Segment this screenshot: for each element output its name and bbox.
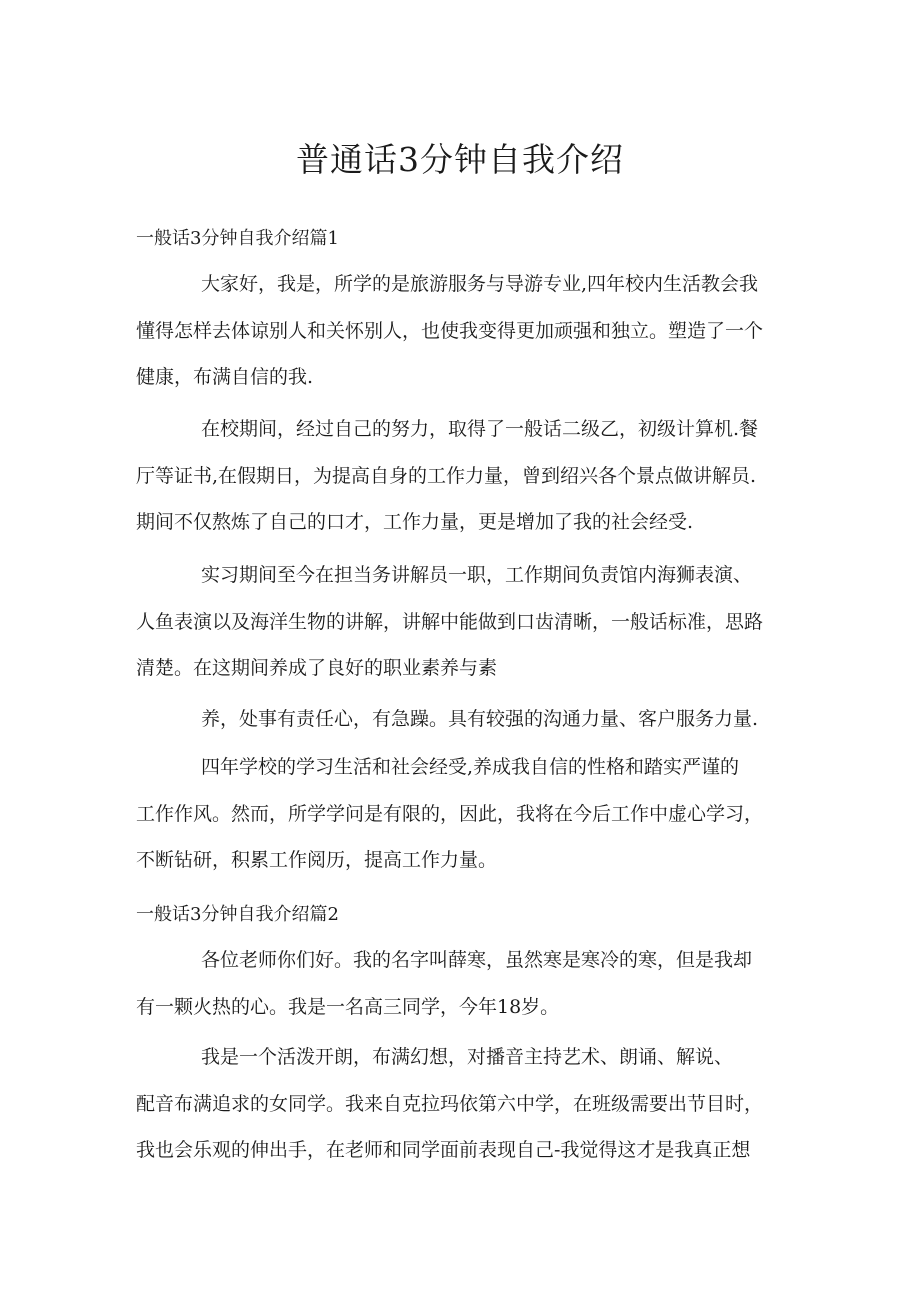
paragraph-line: 懂得怎样去体谅别人和关怀别人，也使我变得更加顽强和独立。塑造了一个 bbox=[136, 319, 764, 342]
section-heading-1: 一般话3分钟自我介绍篇1 bbox=[136, 228, 339, 249]
paragraph-line: 大家好，我是，所学的是旅游服务与导游专业,四年校内生活教会我 bbox=[201, 273, 759, 295]
paragraph-line: 健康，布满自信的我. bbox=[136, 366, 314, 388]
paragraph-line: 养，处事有责任心，有急躁。具有较强的沟通力量、客户服务力量. bbox=[201, 708, 759, 730]
paragraph-2-1 bbox=[136, 937, 806, 1030]
paragraph-2-2 bbox=[136, 1034, 806, 1174]
paragraph-line: 有一颗火热的心。我是一名高三同学，今年18岁。 bbox=[136, 995, 560, 1018]
paragraph-line: 厅等证书,在假期日，为提高自身的工作力量，曾到绍兴各个景点做讲解员. bbox=[136, 464, 757, 487]
paragraph-line: 期间不仅熬炼了自己的口才，工作力量，更是增加了我的社会经受. bbox=[136, 511, 694, 533]
paragraph-line: 不断钻研，积累工作阅历，提高工作力量。 bbox=[136, 849, 498, 871]
paragraph-1-4 bbox=[136, 696, 806, 743]
section-heading-2: 一般话3分钟自我介绍篇2 bbox=[136, 904, 339, 925]
paragraph-line: 实习期间至今在担当务讲解员一职，工作期间负责馆内海狮表演、 bbox=[201, 564, 753, 586]
paragraph-line: 在校期间，经过自己的努力，取得了一般话二级乙，初级计算机.餐 bbox=[201, 418, 759, 440]
paragraph-line: 工作作风。然而，所学学问是有限的，因此，我将在今后工作中虚心学习， bbox=[136, 802, 764, 825]
paragraph-line: 人鱼表演以及海洋生物的讲解，讲解中能做到口齿清晰，一般话标准，思路 bbox=[136, 610, 764, 633]
paragraph-line: 清楚。在这期间养成了良好的职业素养与素 bbox=[136, 657, 498, 679]
paragraph-1-3 bbox=[136, 552, 806, 692]
paragraph-line: 我也会乐观的伸出手，在老师和同学面前表现自己-我觉得这才是我真正想 bbox=[136, 1139, 751, 1161]
paragraph-1-5 bbox=[136, 744, 806, 884]
page-title: 普通话3分钟自我介绍 bbox=[296, 140, 624, 179]
paragraph-line: 我是一个活泼开朗，布满幻想，对播音主持艺术、朗诵、解说、 bbox=[201, 1046, 734, 1068]
paragraph-line: 各位老师你们好。我的名字叫薛寒，虽然寒是寒冷的寒，但是我却 bbox=[201, 949, 753, 971]
paragraph-line: 配音布满追求的女同学。我来自克拉玛依第六中学，在班级需要出节目时， bbox=[136, 1092, 764, 1115]
paragraph-line: 四年学校的学习生活和社会经受,养成我自信的性格和踏实严谨的 bbox=[201, 756, 740, 778]
paragraph-1-2 bbox=[136, 406, 806, 546]
paragraph-1-1 bbox=[136, 261, 806, 401]
